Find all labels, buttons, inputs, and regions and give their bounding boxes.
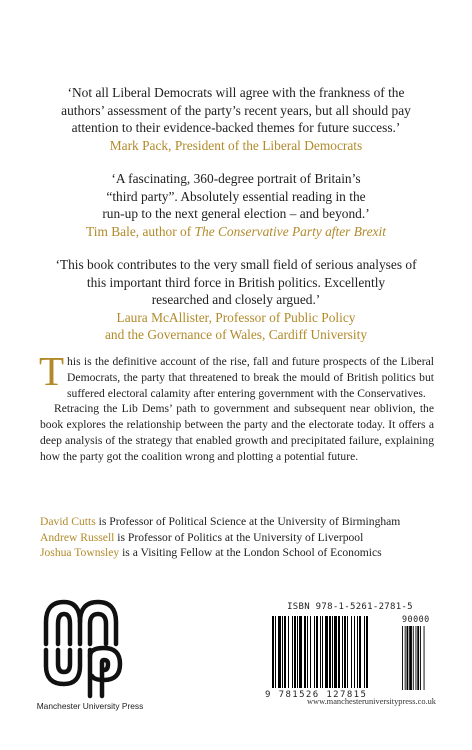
quote-line: attention to their evidence-backed themes for future success.’	[71, 120, 401, 136]
endorsement-quote-1	[40, 84, 432, 154]
quote-line: run-up to the next general election – and beyond.’	[102, 206, 370, 222]
quote-line: authors’ assessment of the party’s recent years, but all should pay	[61, 102, 411, 118]
author-affiliation: is Professor of Politics at the University of Liverpool	[114, 530, 364, 544]
quote-line: researched and closely argued.’	[151, 292, 321, 308]
endorsement-quote-2	[40, 170, 432, 240]
endorsement-quote-3	[40, 256, 432, 344]
quote-attribution: and the Governance of Wales, Cardiff University	[104, 327, 368, 343]
description-paragraph-1	[39, 348, 434, 401]
author-bio	[40, 530, 440, 546]
quote-attribution: Mark Pack, President of the Liberal Democrats	[109, 137, 363, 153]
attribution-book-title: The Conservative Party after Brexit	[194, 223, 386, 239]
quote-attribution: Laura McAllister, Professor of Public Policy	[116, 309, 356, 325]
author-affiliation: is Professor of Political Science at the University of Birmingham	[95, 515, 401, 528]
publisher-name: Manchester University Press	[36, 701, 144, 711]
author-bio	[40, 545, 440, 561]
author-name: Andrew Russell	[40, 530, 115, 544]
author-name: Joshua Townsley	[40, 546, 120, 560]
attribution-author: Tim Bale, author of	[86, 223, 195, 239]
isbn-label: ISBN 978-1-5261-2781-5	[287, 602, 413, 612]
ean-digits: 9 781526 127815	[265, 690, 368, 700]
book-description	[39, 348, 434, 465]
price-addon-number: 90000	[402, 614, 430, 624]
author-bio	[40, 514, 440, 530]
quote-attribution	[40, 223, 432, 241]
mup-logo-icon	[34, 592, 134, 702]
description-text: his is the definitive account of the rise, fall and future prospects of the Liberal Democrats, the party that threatened to break the mould of British politics but suffered electoral calamity after entering government with the Conservatives.	[67, 355, 434, 400]
author-name: David Cutts	[40, 515, 96, 528]
quote-line: ‘This book contributes to the very small field of serious analyses of	[55, 257, 417, 272]
quote-line: ‘A fascinating, 360-degree portrait of Britain’s	[111, 171, 361, 186]
quote-line: ‘Not all Liberal Democrats will agree with the frankness of the	[67, 85, 405, 100]
drop-cap: T	[39, 348, 65, 394]
author-bios	[40, 514, 440, 561]
publisher-website: www.manchesteruniversitypress.co.uk	[306, 697, 436, 706]
quote-line: “third party”. Absolutely essential reading in the	[106, 188, 366, 204]
quote-line: this important third force in British politics. Excellently	[86, 274, 386, 290]
author-affiliation: is a Visiting Fellow at the London School of Economics	[119, 546, 382, 560]
description-paragraph-2: Retracing the Lib Dems’ path to government and subsequent near oblivion, the book explores the relationship between the party and the electorate today. It offers a deep analysis of the strategy that enabled growth and precipitated failure, explaining how the party got the coalition wrong and plotting a potential future.	[40, 402, 434, 463]
